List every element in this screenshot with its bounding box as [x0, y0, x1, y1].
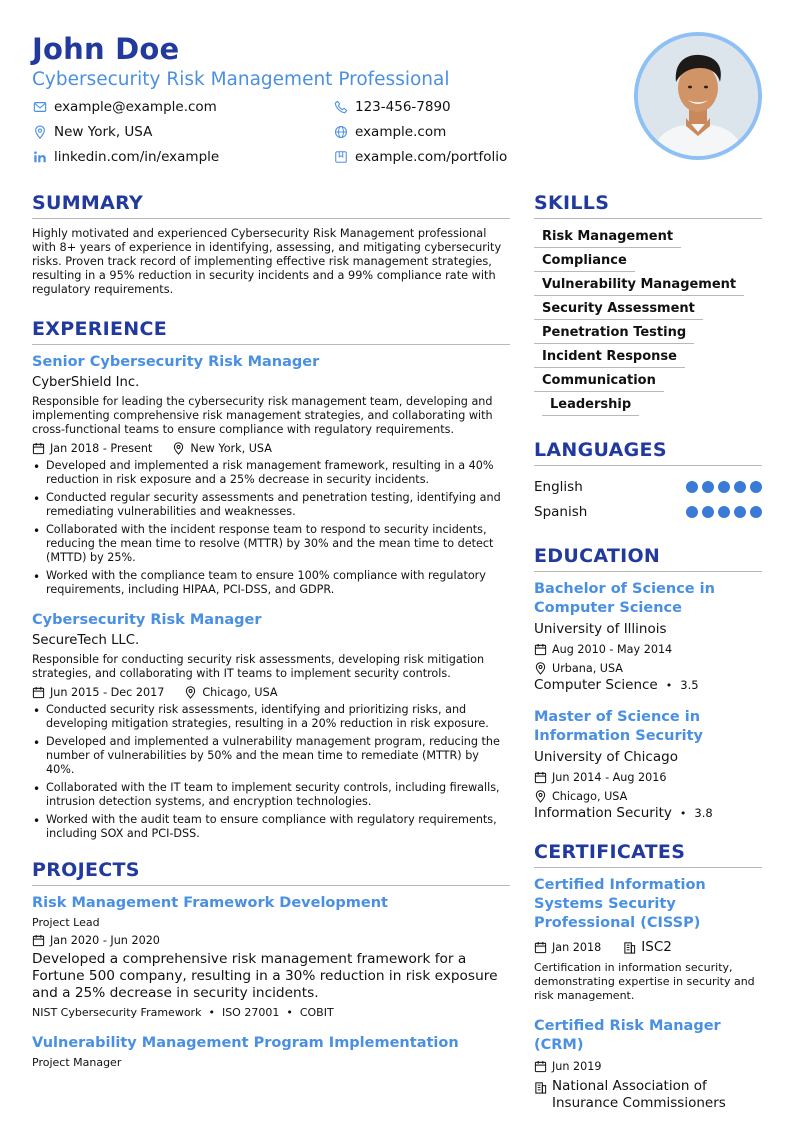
skill-tag: Communication: [534, 371, 664, 392]
job-meta: [32, 440, 510, 456]
calendar-icon: [534, 643, 547, 656]
job-location: Chicago, USA: [202, 685, 278, 699]
job-title: Senior Cybersecurity Risk Manager: [32, 354, 320, 370]
language-level-dots: [682, 506, 762, 518]
certificate-description: Certification in information security, demonstrating expertise in security and risk management.: [534, 961, 755, 1002]
proficiency-dot: [734, 481, 746, 493]
languages-heading: LANGUAGES: [534, 439, 762, 466]
proficiency-dot: [750, 481, 762, 493]
education-dates: Jun 2014 - Aug 2016: [552, 770, 667, 784]
experience-entry: [32, 611, 510, 841]
project-tag: NIST Cybersecurity Framework: [32, 1006, 202, 1019]
portfolio-contact[interactable]: [333, 149, 507, 165]
achievement-list: [32, 459, 510, 597]
gpa-value: 3.8: [694, 806, 713, 820]
phone-icon: [333, 100, 348, 115]
project-tag: COBIT: [299, 1006, 334, 1019]
summary-heading: SUMMARY: [32, 192, 510, 219]
degree-title: Master of Science in Information Security: [534, 709, 703, 744]
education-location: Urbana, USA: [552, 661, 623, 675]
company-name: SecureTech LLC.: [32, 633, 140, 648]
certificates-heading: CERTIFICATES: [534, 841, 762, 868]
language-name: Spanish: [534, 503, 588, 520]
company-name: CyberShield Inc.: [32, 375, 140, 390]
project-dates: Jan 2020 - Jun 2020: [50, 933, 160, 947]
project-title: Risk Management Framework Development: [32, 895, 388, 911]
proficiency-dot: [734, 506, 746, 518]
proficiency-dot: [702, 481, 714, 493]
certificate-title: Certified Risk Manager (CRM): [534, 1018, 721, 1053]
profile-photo: [634, 32, 762, 160]
experience-heading: EXPERIENCE: [32, 318, 510, 345]
certificate-entry: [534, 876, 762, 1003]
bookmark-icon: [333, 150, 348, 165]
projects-heading: PROJECTS: [32, 859, 510, 886]
linkedin-icon: [32, 150, 47, 165]
skills-heading: SKILLS: [534, 192, 762, 219]
language-level-dots: [682, 481, 762, 493]
education-heading: EDUCATION: [534, 545, 762, 572]
job-dates: Jan 2018 - Present: [50, 441, 153, 455]
language-row: [534, 474, 762, 499]
skill-tag: Vulnerability Management: [534, 275, 744, 296]
achievement-item: • Developed and implemented a risk management framework, resulting in a 40% reduction in risk exposure and a 25% decrease in security incidents.: [32, 459, 510, 487]
achievement-list: [32, 703, 510, 841]
phone-contact[interactable]: [333, 99, 451, 115]
proficiency-dot: [750, 506, 762, 518]
location-contact: [32, 124, 152, 140]
location-pin-icon: [534, 790, 547, 803]
calendar-icon: [534, 1060, 547, 1073]
proficiency-dot: [718, 481, 730, 493]
email-text: example@example.com: [54, 99, 217, 115]
proficiency-dot: [718, 506, 730, 518]
job-description: Responsible for conducting security risk assessments, developing risk mitigation strategies, and collaborating with IT teams to implement security controls.: [32, 653, 485, 680]
building-icon: [534, 1081, 547, 1094]
job-location: New York, USA: [190, 441, 272, 455]
building-icon: [623, 941, 636, 954]
education-location-row: [534, 788, 762, 804]
job-meta: [32, 684, 510, 700]
certificate-meta: [534, 938, 762, 956]
project-tag: ISO 27001: [221, 1006, 280, 1019]
experience-entry: [32, 353, 510, 597]
certificate-issuer: National Association of Insurance Commissioners: [552, 1078, 726, 1111]
education-field-row: Information Security • 3.8: [534, 805, 713, 821]
globe-icon: [333, 125, 348, 140]
education-location-row: [534, 660, 762, 676]
location-pin-icon: [172, 442, 185, 455]
education-dates-row: [534, 641, 762, 657]
field-of-study: Computer Science: [534, 677, 658, 693]
certificate-entry: [534, 1017, 762, 1112]
linkedin-contact[interactable]: [32, 149, 219, 165]
achievement-item: • Collaborated with the IT team to implement security controls, including firewalls, intrusion detection systems, and encryption technologies.: [32, 781, 510, 809]
email-icon: [32, 100, 47, 115]
project-title: Vulnerability Management Program Implementation: [32, 1035, 459, 1051]
phone-text: 123-456-7890: [355, 99, 451, 115]
project-meta: [32, 932, 510, 948]
skill-tag: Leadership: [542, 395, 639, 416]
email-contact[interactable]: [32, 99, 217, 115]
achievement-item: • Collaborated with the incident response team to respond to security incidents, reducing the mean time to resolve (MTTR) by 30% and the mean time to detect (MTTD) by 25%.: [32, 523, 510, 565]
proficiency-dot: [686, 506, 698, 518]
proficiency-dot: [702, 506, 714, 518]
skill-tag: Incident Response: [534, 347, 685, 368]
skill-tag: Security Assessment: [534, 299, 703, 320]
website-contact[interactable]: [333, 124, 446, 140]
job-description: Responsible for leading the cybersecurity risk management team, developing and implementing comprehensive risk management strategies, and collaborating with cross-functional teams to ensure compliance with regulatory requirements.: [32, 395, 493, 436]
education-entry: [534, 708, 762, 821]
location-pin-icon: [184, 686, 197, 699]
school-name: University of Illinois: [534, 621, 667, 637]
location-pin-icon: [32, 125, 47, 140]
portfolio-text: example.com/portfolio: [355, 149, 508, 165]
project-role: Project Manager: [32, 1056, 122, 1069]
project-role: Project Lead: [32, 916, 100, 929]
certificate-title: Certified Information Systems Security Professional (CISSP): [534, 877, 706, 931]
calendar-icon: [32, 934, 45, 947]
achievement-item: • Worked with the audit team to ensure compliance with regulatory requirements, including SOX and PCI-DSS.: [32, 813, 510, 841]
achievement-item: • Conducted security risk assessments, identifying and prioritizing risks, and developing mitigation strategies, resulting in a 20% reduction in risk exposure.: [32, 703, 510, 731]
school-name: University of Chicago: [534, 749, 678, 765]
right-column: [534, 192, 762, 1112]
certificate-issuer-row: [534, 1078, 762, 1112]
calendar-icon: [32, 442, 45, 455]
linkedin-text: linkedin.com/in/example: [54, 149, 220, 165]
project-entry: [32, 1034, 510, 1069]
summary-text: Highly motivated and experienced Cybersecurity Risk Management professional with 8+ years of experience in identifying, assessing, and mitigating cybersecurity risks. Proven track record of implementing effective risk management strategies, resulting in a 95% reduction in security incidents and a 99% compliance rate with regulatory requirements.: [32, 227, 502, 296]
language-row: [534, 499, 762, 524]
field-of-study: Information Security: [534, 805, 672, 821]
location-text: New York, USA: [54, 124, 153, 140]
calendar-icon: [534, 941, 547, 954]
certificate-issuer: ISC2: [641, 939, 672, 955]
left-column: [32, 192, 510, 1069]
achievement-item: • Conducted regular security assessments and penetration testing, identifying and remediating vulnerabilities and weaknesses.: [32, 491, 510, 519]
gpa-value: 3.5: [680, 678, 699, 692]
education-field-row: Computer Science • 3.5: [534, 677, 699, 693]
education-location: Chicago, USA: [552, 789, 628, 803]
skills-list: [534, 227, 762, 419]
skill-tag: Penetration Testing: [534, 323, 694, 344]
skill-tag: Compliance: [534, 251, 635, 272]
candidate-role: Cybersecurity Risk Management Professional: [32, 69, 450, 90]
job-dates: Jun 2015 - Dec 2017: [50, 685, 165, 699]
achievement-item: • Worked with the compliance team to ensure 100% compliance with regulatory requirements, including HIPAA, PCI-DSS, and GDPR.: [32, 569, 510, 597]
job-title: Cybersecurity Risk Manager: [32, 612, 262, 628]
degree-title: Bachelor of Science in Computer Science: [534, 581, 715, 616]
education-entry: [534, 580, 762, 693]
language-name: English: [534, 478, 583, 495]
calendar-icon: [32, 686, 45, 699]
project-entry: [32, 894, 510, 1019]
project-description: Developed a comprehensive risk management framework for a Fortune 500 company, resulting in a 30% reduction in risk exposure and a 25% decrease in security incidents.: [32, 951, 498, 1001]
certificate-date: Jan 2018: [552, 940, 602, 954]
certificate-meta: [534, 1058, 762, 1074]
certificate-date: Jun 2019: [552, 1059, 602, 1073]
proficiency-dot: [686, 481, 698, 493]
calendar-icon: [534, 771, 547, 784]
website-text: example.com: [355, 124, 447, 140]
candidate-name: John Doe: [32, 32, 180, 66]
skill-tag: Risk Management: [534, 227, 681, 248]
achievement-item: • Developed and implemented a vulnerability management program, reducing the number of vulnerabilities by 50% and the mean time to remediate (MTTR) by 40%.: [32, 735, 510, 777]
education-dates: Aug 2010 - May 2014: [552, 642, 673, 656]
education-dates-row: [534, 769, 762, 785]
project-tags: NIST Cybersecurity Framework • ISO 27001 • COBIT: [32, 1006, 334, 1019]
location-pin-icon: [534, 662, 547, 675]
